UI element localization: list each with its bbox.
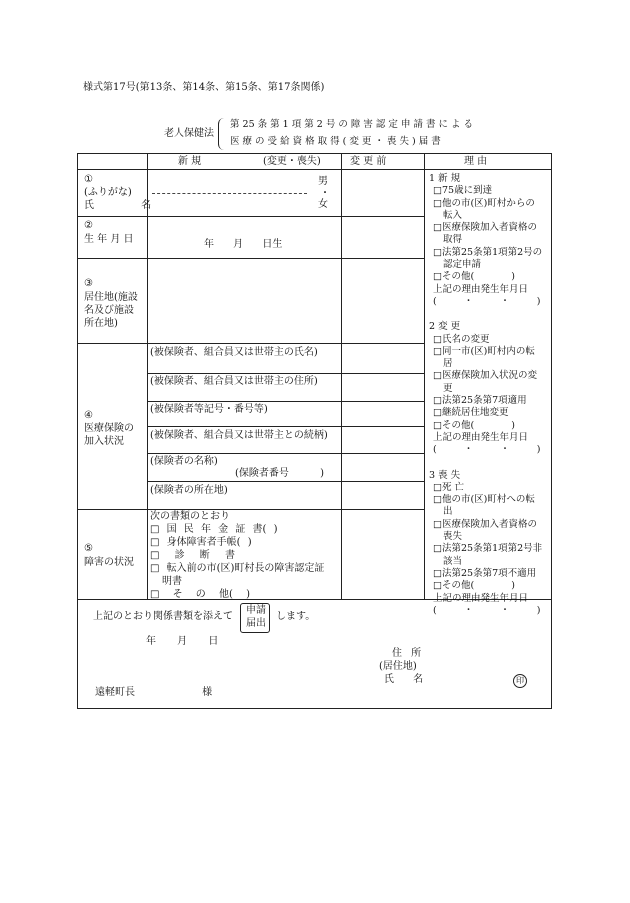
reason-change-item[interactable]: □医療保険加入状況の変	[433, 370, 537, 382]
reason-loss-item-cont: 出	[443, 506, 453, 518]
female-option[interactable]: 女	[318, 199, 328, 210]
reason-loss-item[interactable]: □法第25条第1項第2号非	[433, 543, 543, 555]
footer-statement-before: 上記のとおり関係書類を添えて	[93, 611, 233, 622]
gender-separator: ・	[320, 188, 330, 199]
title-brace	[218, 118, 225, 150]
seal-mark: 印	[513, 674, 527, 688]
row-insurance-num: ④	[84, 410, 93, 421]
row-address-label-3: 所在地)	[84, 318, 118, 329]
reason-new-item-cont: 取得	[443, 234, 463, 246]
disability-item-other[interactable]: □ そ の 他( )	[150, 589, 250, 600]
row-name-num: ①	[84, 174, 93, 185]
insurer-name-field[interactable]: (保険者の名称)	[150, 456, 218, 467]
reason-change-date[interactable]: ( ・ ・ )	[433, 444, 541, 456]
disability-item-pension[interactable]: □ 国 民 年 金 証 書( )	[150, 524, 278, 535]
insured-symbol-number-field[interactable]: (被保険者等記号・番号等)	[150, 404, 268, 415]
reason-new-item[interactable]: □その他( )	[433, 271, 515, 283]
reason-change-title: 2 変 更	[429, 321, 461, 333]
law-name: 老人保健法	[164, 128, 214, 139]
insured-name-field[interactable]: (被保険者、組合員又は世帯主の氏名)	[150, 347, 318, 358]
reason-loss-item[interactable]: □その他( )	[433, 580, 515, 592]
header-new-note: (変更・喪失)	[263, 156, 321, 167]
reason-loss-item[interactable]: □死 亡	[433, 481, 464, 493]
reason-loss-item[interactable]: □医療保険加入者資格の	[433, 518, 537, 530]
form-number: 様式第17号(第13条、第14条、第15条、第17条関係)	[83, 82, 325, 93]
insured-address-field[interactable]: (被保険者、組合員又は世帯主の住所)	[150, 376, 318, 387]
row-name-label: 氏 名	[84, 200, 152, 211]
reason-loss-item[interactable]: □法第25条第7項不適用	[433, 567, 537, 579]
address-label: 住 所	[392, 648, 422, 659]
title-line-1: 第 25 条 第 1 項 第 2 号 の 障 害 認 定 申 請 書 に よ る	[230, 119, 474, 130]
reasons-list	[429, 173, 542, 617]
reason-change-item[interactable]: □同一市(区)町村内の転	[433, 345, 535, 357]
row-birth-label: 生 年 月 日	[84, 234, 134, 245]
reason-change-item-cont: 居	[443, 358, 453, 370]
reason-loss-item-cont: 喪失	[443, 531, 463, 543]
reason-change-item[interactable]: □法第25条第7項適用	[433, 395, 527, 407]
row-address-label-1: 居住地(施設	[84, 292, 138, 303]
reason-loss-item-cont: 該当	[443, 555, 463, 567]
reason-new-title: 1 新 規	[429, 173, 461, 184]
disability-item-transfer-cert[interactable]: □ 転入前の市(区)町村長の障害認定証	[150, 563, 325, 574]
reason-new-date[interactable]: ( ・ ・ )	[433, 295, 541, 307]
reason-new-item[interactable]: □法第25条第1項第2号の	[433, 246, 543, 258]
disability-intro: 次の書類のとおり	[150, 511, 230, 522]
name-input[interactable]	[150, 172, 338, 214]
row-address-num: ③	[84, 278, 93, 289]
header-new: 新 規	[178, 156, 202, 167]
reason-new-item[interactable]: □他の市(区)町村からの	[433, 197, 535, 209]
row-disability-num: ⑤	[84, 543, 93, 554]
row-disability-label: 障害の状況	[84, 557, 134, 568]
option-application[interactable]: 申請	[246, 605, 266, 616]
male-option[interactable]: 男	[318, 176, 328, 187]
reason-new-item[interactable]: □医療保険加入者資格の	[433, 222, 537, 234]
reason-new-item-cont: 転入	[443, 209, 463, 221]
reason-loss-item[interactable]: □他の市(区)町村への転	[433, 494, 535, 506]
addressee: 遠軽町長 様	[95, 687, 213, 698]
reason-loss-title: 3 喪 失	[429, 469, 461, 481]
row-insurance-label-2: 加入状況	[84, 436, 124, 447]
disability-item-transfer-cert-cont: 明書	[162, 576, 182, 587]
disability-item-diagnosis[interactable]: □ 診 断 書	[150, 550, 235, 561]
disability-item-handbook[interactable]: □ 身体障害者手帳( )	[150, 537, 252, 548]
reason-loss-date[interactable]: ( ・ ・ )	[433, 604, 541, 616]
insurer-address-field[interactable]: (保険者の所在地)	[150, 485, 228, 496]
reason-loss-date-label: 上記の理由発生年月日	[433, 592, 529, 604]
reason-new-item-cont: 認定申請	[443, 259, 482, 271]
option-notification[interactable]: 届出	[246, 618, 266, 629]
reason-change-item[interactable]: □氏名の変更	[433, 333, 490, 345]
reason-change-item[interactable]: □その他( )	[433, 419, 515, 431]
header-change: 変 更 前	[350, 156, 387, 167]
reason-new-date-label: 上記の理由発生年月日	[433, 283, 529, 295]
title-line-2: 医 療 の 受 給 資 格 取 得 ( 変 更 ・ 喪 失 ) 届 書	[230, 136, 441, 147]
address-input[interactable]	[150, 261, 338, 341]
row-insurance-label-1: 医療保険の	[84, 423, 134, 434]
residence-label: (居住地)	[379, 661, 417, 672]
reason-change-item-cont: 更	[443, 382, 453, 394]
footer-date[interactable]: 年 月 日	[146, 636, 219, 647]
row-birth-num: ②	[84, 220, 93, 231]
insured-relationship-field[interactable]: (被保険者、組合員又は世帯主との続柄)	[150, 430, 328, 441]
footer-statement-after: します。	[276, 611, 316, 622]
row-name-furigana: (ふりがな)	[84, 187, 132, 198]
row-address-label-2: 名及び施設	[84, 305, 134, 316]
birth-date-field[interactable]: 年 月 日生	[204, 239, 283, 250]
reason-change-date-label: 上記の理由発生年月日	[433, 431, 529, 443]
insurer-number-field[interactable]: (保険者番号 )	[235, 468, 324, 479]
applicant-name-label: 氏 名	[384, 674, 424, 685]
reason-change-item[interactable]: □継続居住地変更	[433, 407, 509, 419]
header-reason: 理 由	[464, 156, 488, 167]
reason-new-item[interactable]: □75歳に到達	[433, 185, 493, 197]
